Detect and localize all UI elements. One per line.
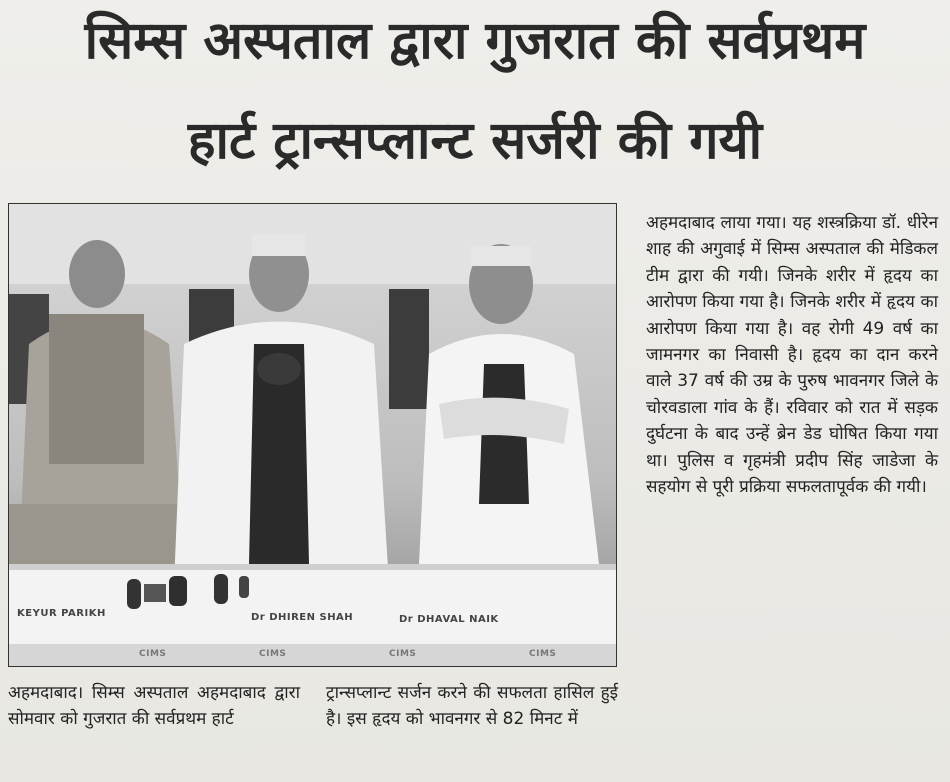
article-column-right-text: अहमदाबाद लाया गया। यह शस्त्रक्रिया डॉ. धीरेन शाह की अगुवाई में सिम्स अस्पताल की मेडिकल टीम द्वारा की गयी। जिनके शरीर में हृदय का आरोपण किया गया है। जिनके शरीर में हृदय का आरोपण किया गया है। वह रोगी 49 वर्ष का जामनगर का निवासी है। हृदय का दान करने वाले 37 वर्ष की उम्र के पुरुष भावनगर जिले के चोरवडाला गांव के हैं। रविवार को रात में सड़क दुर्घटना के बाद उन्हें ब्रेन डेड घोषित किया गया था। पुलिस व गृहमंत्री प्रदीप सिंह जाडेजा के सहयोग से पूरी प्रक्रिया सफलतापूर्वक की गयी। [646,213,938,498]
banner-logo-1: CIMS [139,649,167,659]
headline-line-2: हार्ट ट्रान्सप्लान्ट सर्जरी की गयी [187,111,763,171]
nameplate-2: Dr DHIREN SHAH [251,612,354,623]
photo-illustration [9,204,616,666]
banner-logo-4: CIMS [529,649,557,659]
article-column-bottom-middle-text: ट्रान्सप्लान्ट सर्जन करने की सफलता हासिल हुई है। इस हृदय को भावनगर से 82 मिनट में [326,683,618,730]
press-conference-photo [8,203,617,667]
article-column-bottom-left-text: अहमदाबाद। सिम्स अस्पताल अहमदाबाद द्वारा सोमवार को गुजरात की सर्वप्रथम हार्ट [8,683,300,730]
banner-logo-3: CIMS [389,649,417,659]
article-column-bottom-middle [326,680,618,733]
article-column-right [646,210,938,500]
nameplate-3: Dr DHAVAL NAIK [399,614,499,625]
nameplate-1: KEYUR PARIKH [17,608,106,619]
headline-line-1: सिम्स अस्पताल द्वारा गुजरात की सर्वप्रथम [84,11,866,71]
banner-logo-2: CIMS [259,649,287,659]
article-column-bottom-left [8,680,300,733]
